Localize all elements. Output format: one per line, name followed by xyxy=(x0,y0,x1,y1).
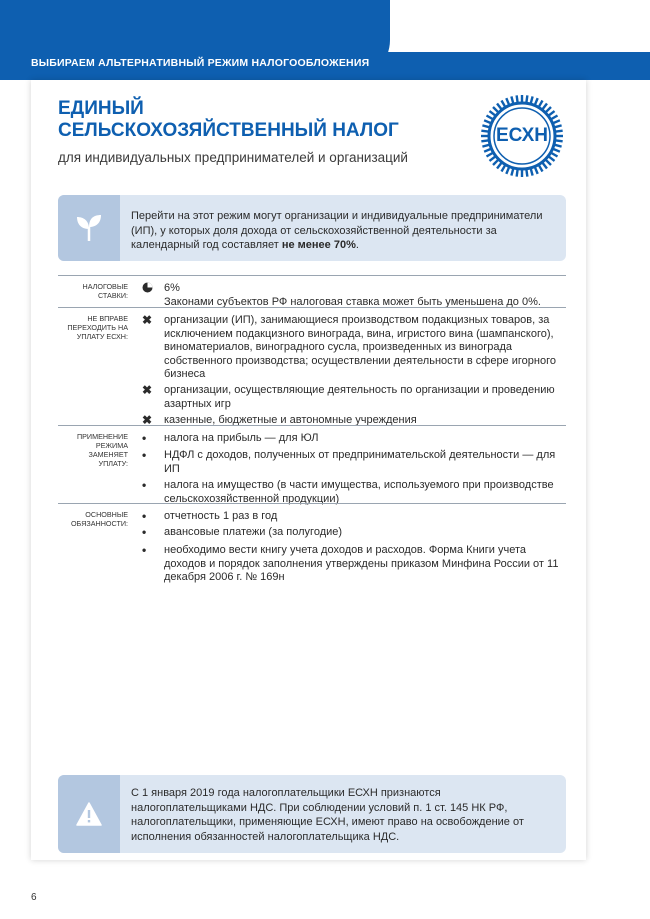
intro-text: Перейти на этот режим могут организации и индивидуальные предприниматели (ИП), у которых доля дохода от сельскохозяйственной деятельности за календарный год составляет не менее 70%. xyxy=(131,210,543,251)
badge-label: ЕСХН xyxy=(495,125,549,146)
row-label: ОСНОВНЫЕ ОБЯЗАННОСТИ: xyxy=(70,510,128,528)
table-row: ОСНОВНЫЕ ОБЯЗАННОСТИ: • отчетность 1 раз в год • авансовые платежи (за полугодие) • необходимо вести книгу учета доходов и расходов. Форма Книги учета доходов и порядок заполнения утверждены приказом Минфина России от 11 декабря 2006 г. № 169н xyxy=(58,503,566,584)
page-subtitle: для индивидуальных предпринимателей и организаций xyxy=(58,150,408,165)
section-title: ВЫБИРАЕМ АЛЬТЕРНАТИВНЫЙ РЕЖИМ НАЛОГООБЛОЖЕНИЯ xyxy=(31,57,370,69)
title-line-1: ЕДИНЫЙ xyxy=(58,98,144,119)
cross-icon: ✖ xyxy=(142,413,153,427)
warning-text: С 1 января 2019 года налогоплательщики ЕСХН признаются налогоплательщиками НДС. При соблюдении условий п. 1 ст. 145 НК РФ, налогоплательщики, применяющие ЕСХН, имеют право на освобождение от исполнения обязанностей налогоплательщика НДС. xyxy=(131,787,524,843)
table-row: НАЛОГОВЫЕ СТАВКИ: 6% Законами субъектов РФ налоговая ставка может быть уменьшена до 0%. xyxy=(58,275,566,306)
page-number: 6 xyxy=(31,892,37,903)
row-label: НЕ ВПРАВЕ ПЕРЕХОДИТЬ НА УПЛАТУ ЕСХН: xyxy=(67,314,128,341)
table-row: НЕ ВПРАВЕ ПЕРЕХОДИТЬ НА УПЛАТУ ЕСХН: ✖ организации (ИП), занимающиеся производством подакцизных товаров, за исключением подакцизного винограда, вина, игристого вина (шампанского), виноматериалов, виноградного сусла, произведенных из винограда собственного производства; осуществлении деятельности в сфере игорного бизнеса ✖ организации, осуществляющие деятельность по организации и проведению азартных игр ✖ казенные, бюджетные и автономные учреждения xyxy=(58,307,566,422)
cross-icon: ✖ xyxy=(142,383,153,397)
row-label: ПРИМЕНЕНИЕ РЕЖИМА ЗАМЕНЯЕТ УПЛАТУ: xyxy=(76,432,128,468)
bullet-icon: • xyxy=(142,431,147,445)
cross-icon: ✖ xyxy=(142,313,153,327)
bullet-icon: • xyxy=(142,478,147,492)
bullet-icon: • xyxy=(142,525,147,539)
intro-info-box xyxy=(58,195,566,261)
warning-icon xyxy=(58,775,120,853)
table-row: ПРИМЕНЕНИЕ РЕЖИМА ЗАМЕНЯЕТ УПЛАТУ: • налога на прибыль — для ЮЛ • НДФЛ с доходов, полученных от предпринимательской деятельности — для ИП • налога на имущество (в части имущества, используемого при производстве сельскохозяйственной продукции) xyxy=(58,425,566,502)
title-line-2: СЕЛЬСКОХОЗЯЙСТВЕННЫЙ НАЛОГ xyxy=(58,120,399,141)
pie-chart-icon xyxy=(142,282,154,297)
warning-info-box xyxy=(58,775,566,853)
intro-bold-text: не менее 70% xyxy=(281,239,356,251)
sprout-icon xyxy=(58,195,120,261)
bullet-icon: • xyxy=(142,543,147,557)
page-title xyxy=(58,98,399,142)
row-label: НАЛОГОВЫЕ СТАВКИ: xyxy=(82,282,128,300)
bullet-icon: • xyxy=(142,448,147,462)
bullet-icon: • xyxy=(142,509,147,523)
